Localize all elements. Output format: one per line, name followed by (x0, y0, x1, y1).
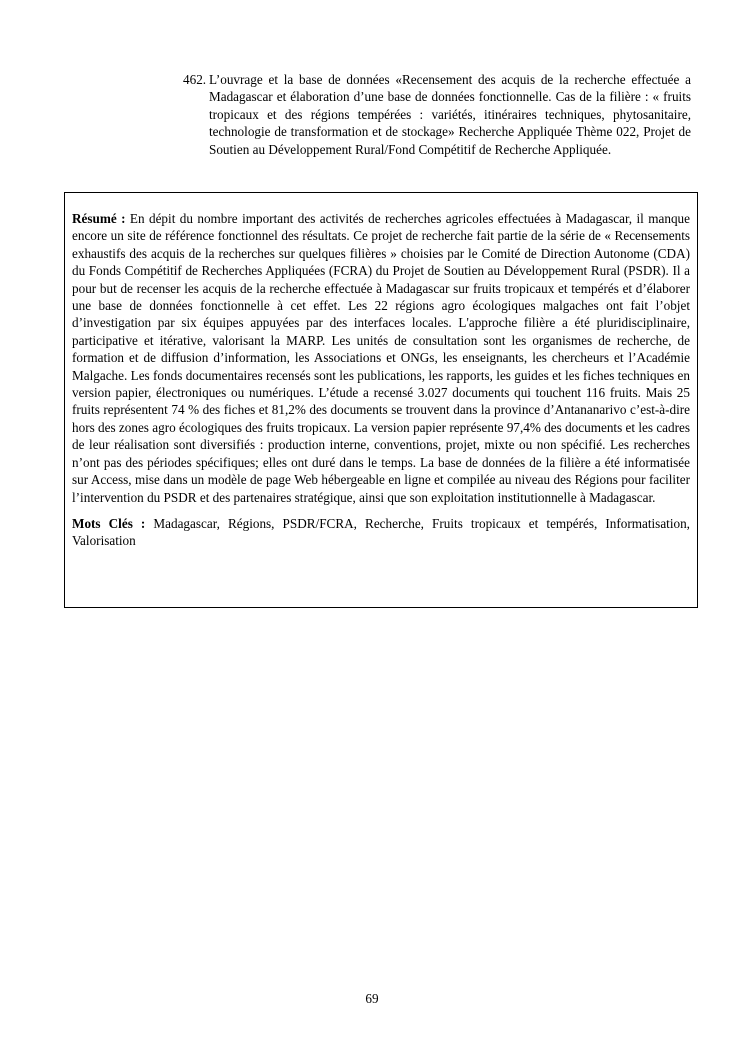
abstract-box (64, 192, 698, 608)
abstract-paragraph (72, 210, 690, 506)
abstract-label: Résumé : (72, 211, 126, 226)
abstract-text: En dépit du nombre important des activités de recherches agricoles effectuées à Madagascar, il manque encore un site de référence fonctionnel des résultats. Ce projet de recherche fait partie de la série de « Recensements exhaustifs des acquis de la recherches sur quelques filières » choisies par le Comité de Direction Autonome (CDA) du Fonds Compétitif de Recherches Appliquées (FCRA) du Projet de Soutien au Développement Rural (PSDR). Il a pour but de recenser les acquis de la recherche effectuée à Madagascar sur fruits tropicaux et tempérés et d’élaborer une base de données fonctionnelle à cet effet. Les 22 régions agro écologiques malgaches ont fait l’objet d’investigation par six équipes appuyées par des interfaces locales. L'approche filière a été pluridisciplinaire, participative et itérative, valorisant la MARP. Les unités de consultation sont les organismes de recherche, de formation et de diffusion d’information, les Associations et ONGs, les enseignants, les chercheurs et l’Académie Malgache. Les fonds documentaires recensés sont les publications, les rapports, les guides et les fiches techniques en version papier, électroniques ou numériques. L’étude a recensé 3.027 documents qui touchent 116 fruits. Mais 25 fruits représentent 74 % des fiches et 81,2% des documents se trouvent dans la province d’Antananarivo c’est-à-dire hors des zones agro écologiques des fruits tropicaux. La version papier représente 97,4% des documents et les cadres de leur réalisation sont diversifiés : production interne, conventions, projet, mixte ou non spécifié. Les recherches n’ont pas des périodes spécifiques; elles ont duré dans le temps. La base de données de la filière a été informatisée sur Access, mise dans un modèle de page Web hébergeable en ligne et compilée au niveau des Régions pour faciliter l’intervention du PSDR et des partenaires stratégique, ainsi que son exploitation institutionnelle à Madagascar. (72, 211, 691, 505)
reference-entry (183, 71, 691, 158)
keywords-paragraph (72, 515, 690, 550)
reference-number: 462. (183, 72, 207, 87)
keywords-text: Madagascar, Régions, PSDR/FCRA, Recherche, Fruits tropicaux et tempérés, Informatisation, Valorisation (72, 515, 690, 549)
keywords-label: Mots Clés : (72, 515, 146, 531)
page-number: 69 (365, 991, 379, 1006)
reference-text: L’ouvrage et la base de données «Recensement des acquis de la recherche effectuée a Madagascar et élaboration d’une base de données fonctionnelle. Cas de la filière : « fruits tropicaux et des régions tempérées : variétés, itinéraires techniques, phytosanitaire, technologie de transformation et de stockage» Recherche Appliquée Thème 022, Projet de Soutien au Développement Rural/Fond Compétitif de Recherche Appliquée. (209, 72, 691, 157)
